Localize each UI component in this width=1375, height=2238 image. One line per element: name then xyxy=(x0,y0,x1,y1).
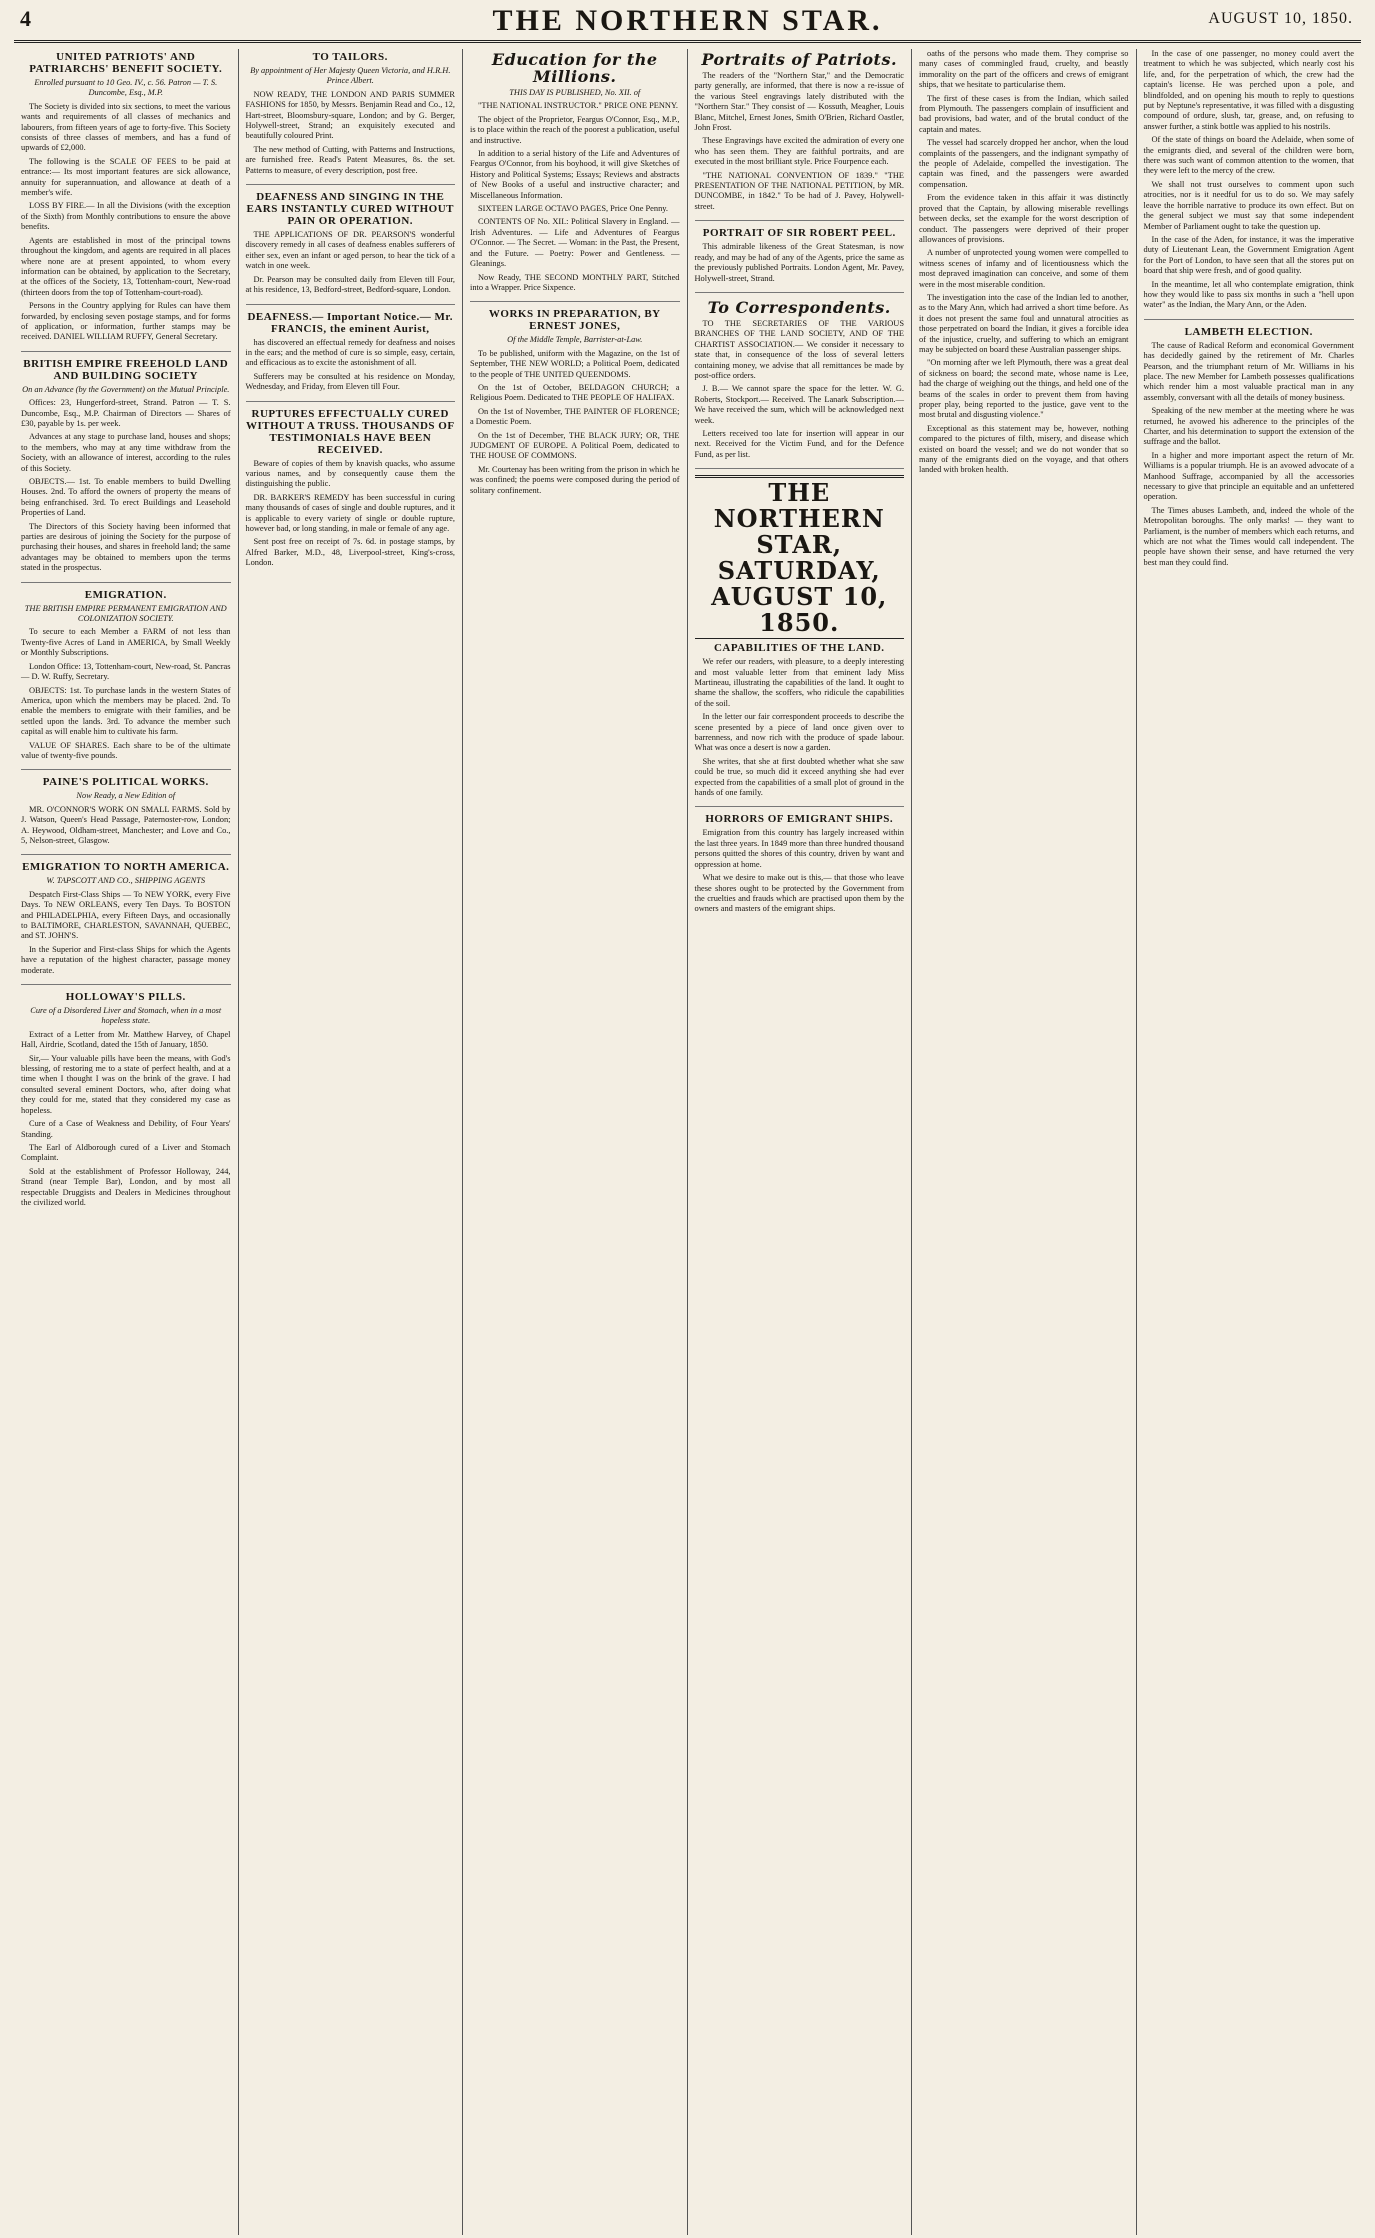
article-paragraph: has discovered an effectual remedy for deafness and noises in the ears; and the method of cure is so simple, easy, certain, and efficacious as to excite the astonishment of all. xyxy=(245,337,455,368)
article xyxy=(695,227,905,293)
article xyxy=(695,813,905,922)
article-paragraph: The vessel had scarcely dropped her anchor, when the loud complaints of the passengers, and the indignant sympathy of the people of Adelaide, compelled the investigation. The captain was fined, and the passengers were awarded compensation. xyxy=(919,138,1129,189)
article-subheading: THIS DAY IS PUBLISHED, No. XII. of xyxy=(509,88,641,97)
article-paragraph: Emigration from this country has largely increased within the last three years. In 1849 more than three hundred thousand persons quitted the shores of this country, driven by want and oppression at home. xyxy=(694,828,904,869)
article-headline: CAPABILITIES OF THE LAND. xyxy=(713,642,885,655)
article-headline: PAINE'S POLITICAL WORKS. xyxy=(42,776,209,789)
article-paragraph: In the meantime, let all who contemplate emigration, think how they would like to pass six months in such a "hell upon water" as the Indian, the Mary Ann, or the Aden. xyxy=(1143,279,1354,310)
article-headline: HOLLOWAY'S PILLS. xyxy=(65,991,186,1004)
article-paragraph: Dr. Pearson may be consulted daily from Eleven till Four, at his residence, 13, Bedford-street, Bedford-square, London. xyxy=(245,274,455,295)
article xyxy=(919,49,1129,484)
article-paragraph: In the Superior and First-class Ships for which the Agents have a reputation of the highest character, passage money moderate. xyxy=(21,944,231,975)
article-paragraph: OBJECTS: 1st. To purchase lands in the western States of America, upon which the members may be placed. 2nd. To enable the members to emigrate with their families, and be settled upon the lands. 3rd. To advance the member such capital as will enable him to cultivate his farm. xyxy=(21,685,231,737)
article-paragraph: On the 1st of November, THE PAINTER OF FLORENCE; a Domestic Poem. xyxy=(470,406,680,427)
article-headline: BRITISH EMPIRE FREEHOLD LAND AND BUILDING SOCIETY xyxy=(23,357,229,382)
article-headline: Portraits of Patriots. xyxy=(701,50,898,69)
article-subheading: Now Ready, a New Edition of xyxy=(76,791,176,801)
article-paragraph: MR. O'CONNOR'S WORK ON SMALL FARMS. Sold by J. Watson, Queen's Head Passage, Paternoster-row, London; A. Heywood, Oldham-street, Manchester; and Love and Co., 5, Nelson-street, Glasgow. xyxy=(21,804,231,845)
article-paragraph: DR. BARKER'S REMEDY has been successful in curing many thousands of cases of single and double ruptures, and it is applicable to every variety of single or double rupture, however bad, or long standing, in male or female of any age. xyxy=(245,492,455,533)
issue-date: AUGUST 10, 1850. xyxy=(1208,10,1353,27)
article-paragraph: The new method of Cutting, with Patterns and Instructions, are furnished free. Read's Patent Measures, 8s. the set. Patterns to measure, of every description, post free. xyxy=(245,144,455,175)
columns-container xyxy=(14,49,1361,2235)
article-paragraph: In the letter our fair correspondent proceeds to describe the scene presented by a piece of land once given over to barrenness, and now rich with the produce of spade labour. What was once a desert is now a garden. xyxy=(694,712,904,753)
article-paragraph: To secure to each Member a FARM of not less than Twenty-five Acres of Land in AMERICA, by Small Weekly or Monthly Subscriptions. xyxy=(21,627,231,658)
article-subheading: W. TAPSCOTT AND CO., SHIPPING AGENTS xyxy=(46,876,206,886)
column-6 xyxy=(1137,49,1362,2235)
article-headline: EMIGRATION. xyxy=(84,588,167,601)
column-2 xyxy=(239,49,464,2235)
article-paragraph: Beware of copies of them by knavish quacks, who assume various names, and by consequently cause them the distinguishing the public. xyxy=(245,458,455,489)
article-paragraph: CONTENTS OF No. XII.: Political Slavery in England. — Irish Adventures. — Life and Adventures of Feargus O'Connor. — The Secret. — Woman: in the Past, the Present, and the Future. — Poetry: Power and Gentleness. — Gleanings. xyxy=(470,217,680,269)
article-paragraph: Persons in the Country applying for Rules can have them forwarded, by enclosing seven postage stamps, and for forms of application, or information, further stamps may be received. DANIEL WILLIAM RUFFY, General Secretary. xyxy=(21,301,231,342)
article xyxy=(21,51,231,352)
article-headline: To Correspondents. xyxy=(707,297,891,317)
article xyxy=(695,299,905,469)
article-headline: WORKS IN PREPARATION, BY ERNEST JONES, xyxy=(488,308,661,333)
article-paragraph: Advances at any stage to purchase land, houses and shops; to the members, who may at any time withdraw from the Society, with an allowance of interest, according to the rules of this Society. xyxy=(21,432,231,473)
article xyxy=(246,191,456,304)
article xyxy=(21,861,231,985)
article-paragraph: On the 1st of December, THE BLACK JURY; OR, THE JUDGMENT OF EUROPE. A Political Poem, dedicated to THE HOUSE OF COMMONS. xyxy=(470,430,680,461)
article-headline: TO TAILORS. xyxy=(312,51,388,63)
article xyxy=(1144,49,1355,320)
column-5 xyxy=(912,49,1137,2235)
article-paragraph: LOSS BY FIRE.— In all the Divisions (with the exception of the Sixth) from Monthly contributions to ensure the above benefits. xyxy=(21,201,231,232)
article-paragraph: From the evidence taken in this affair it was distinctly proved that the Captain, by allowing miserable revellings between decks, set the example for the worst description of conduct. The passengers were deprived of their proper allowances of provisions. xyxy=(919,193,1129,244)
article-paragraph: In a higher and more important aspect the return of Mr. Williams is a popular triumph. He is an avowed advocate of a Manhood Suffrage, accompanied by all the accessories necessary to give that principle an equitable and an unfettered operation. xyxy=(1143,450,1354,502)
article-headline: PORTRAIT OF SIR ROBERT PEEL. xyxy=(702,227,896,240)
article xyxy=(695,51,905,221)
article-paragraph: Sufferers may be consulted at his residence on Monday, Wednesday, and Friday, from Eleven till Four. xyxy=(245,371,455,392)
article-paragraph: "On morning after we left Plymouth, there was a great deal of sickness on board; the second mate, whose name is Lee, had the charge of weighing out the things, and held one of the beams of the scales in order to prevent them from having proper play, being reported to the justice, gave vent to the most brutal and disgusting violence." xyxy=(919,358,1129,420)
article-subheading: THE BRITISH EMPIRE PERMANENT EMIGRATION AND COLONIZATION SOCIETY. xyxy=(24,603,227,624)
article-paragraph: The investigation into the case of the Indian led to another, as to the Mary Ann, which had arrived a short time before. As it does not present the same foul and unnatural atrocities as those perpetrated on board the Indian, it gives a forcible idea of the injustice, cruelty, and suffering to which an emigrant may be subjected on board these Australian passenger ships. xyxy=(919,292,1129,354)
article-paragraph: On the 1st of October, BELDAGON CHURCH; a Religious Poem. Dedicated to THE PEOPLE OF HALIFAX. xyxy=(470,382,680,403)
article-paragraph: We refer our readers, with pleasure, to a deeply interesting and most valuable letter from that eminent lady Miss Martineau, illustrating the capabilities of the land. It ought to shame the shallow, the scoffers, who ridicule the capabilities of the soil. xyxy=(694,657,904,708)
article-paragraph: Letters received too late for insertion will appear in our next. Received for the Victim Fund, and for the Defence Fund, as per list. xyxy=(694,428,904,459)
article-paragraph: Cure of a Case of Weakness and Debility, of Four Years' Standing. xyxy=(21,1119,231,1139)
article-paragraph: Despatch First-Class Ships — To NEW YORK, every Five Days. To NEW ORLEANS, every Ten Days. To BOSTON and PHILADELPHIA, every Fifteen Days, and occasionally to BALTIMORE, CHARLESTON, SAVANNAH, QUEBEC, and ST. JOHN'S. xyxy=(21,889,231,941)
article-paragraph: SIXTEEN LARGE OCTAVO PAGES, Price One Penny. xyxy=(478,204,669,214)
article-paragraph: oaths of the persons who made them. They comprise so many cases of commingled fraud, cruelty, and beastly immorality on the part of the officers and crews of emigrant ships, that we hesitate to particularise them. xyxy=(919,49,1129,90)
article-paragraph: Sir,— Your valuable pills have been the means, with God's blessing, of restoring me to a state of perfect health, and at a time when I thought I was on the brink of the grave. I had consulted several eminent Doctors, who, after doing what they could for me, stated that they considered my case as hopeless. xyxy=(21,1053,231,1115)
article-paragraph: A number of unprotected young women were compelled to witness scenes of infamy and of licentiousness which the most depraved imagination can conceive, and some of them were in the most miserable condition. xyxy=(919,248,1129,289)
article xyxy=(246,51,456,185)
article-headline: RUPTURES EFFECTUALLY CURED WITHOUT A TRUSS. THOUSANDS OF TESTIMONIALS HAVE BEEN RECEIVED. xyxy=(245,407,455,456)
article-paragraph: "THE NATIONAL CONVENTION OF 1839." "THE PRESENTATION OF THE NATIONAL PETITION, by MR. DUNCOMBE, in 1842." To be had of J. Pavey, Holywell-street. xyxy=(694,170,904,211)
article-paragraph: The object of the Proprietor, Feargus O'Connor, Esq., M.P., is to place within the reach of the poorest a publication, useful and instructive. xyxy=(470,114,680,145)
article-headline: DEAFNESS AND SINGING IN THE EARS INSTANTLY CURED WITHOUT PAIN OR OPERATION. xyxy=(246,191,454,228)
article-subheading: By appointment of Her Majesty Queen Victoria, and H.R.H. Prince Albert. xyxy=(250,66,451,86)
article-paragraph: J. B.— We cannot spare the space for the letter. W. G. Roberts, Stockport.— Received. The Lanark Subscription.— We have received the sum, which will be acknowledged next week. xyxy=(694,384,904,425)
article-paragraph: She writes, that she at first doubted whether what she saw could be true, so much did it exceed anything she had ever expected from the capabilities of a small plot of ground in the hands of one family. xyxy=(694,756,904,798)
article-paragraph: OBJECTS.— 1st. To enable members to build Dwelling Houses. 2nd. To afford the owners of property the means of being enfranchised. 3rd. To erect Buildings and Leasehold Properties of Land. xyxy=(21,477,231,518)
article xyxy=(695,642,905,807)
newspaper-title: THE NORTHERN STAR. xyxy=(492,4,883,37)
editorial-masthead-title: THE NORTHERN STAR, SATURDAY, AUGUST 10, 1850. xyxy=(711,478,888,638)
article-paragraph: The cause of Radical Reform and economical Government has decidedly gained by the retirement of Mr. Charles Pearson, and the triumphant return of Mr. Williams in his place. The new Member for Lambeth possesses qualifications which render him a most valuable practical man in any assembly, conversant with all the details of money business. xyxy=(1143,340,1354,402)
page-number: 4 xyxy=(20,6,31,31)
article-paragraph: London Office: 13, Tottenham-court, New-road, St. Pancras — D. W. Ruffy, Secretary. xyxy=(21,661,231,682)
article-paragraph: To be published, uniform with the Magazine, on the 1st of September, THE NEW WORLD; a Political Poem, dedicated to the people of THE UNITED QUEENDOMS. xyxy=(470,348,680,379)
article xyxy=(21,776,231,855)
article-subheading: Cure of a Disordered Liver and Stomach, when in a most hopeless state. xyxy=(30,1006,222,1026)
article-subheading: Enrolled pursuant to 10 Geo. IV., c. 56. Patron — T. S. Duncombe, Esq., M.P. xyxy=(34,78,218,98)
article-paragraph: Sent post free on receipt of 7s. 6d. in postage stamps, by Alfred Barker, M.D., 48, Liverpool-street, King's-cross, London. xyxy=(245,537,455,568)
article-paragraph: TO THE SECRETARIES OF THE VARIOUS BRANCHES OF THE LAND SOCIETY, AND OF THE CHARTIST ASSOCIATION.— We consider it necessary to state that, in consequence of the loss of several letters containing money, we advise that all remittances be made by post-office orders. xyxy=(694,318,904,380)
article xyxy=(21,991,231,1216)
article-paragraph: NOW READY, THE LONDON AND PARIS SUMMER FASHIONS for 1850, by Messrs. Benjamin Read and Co., 12, Hart-street, Bloomsbury-square, London; and by G. Berger, Holywell-street, Strand; an exquisitely executed and beautifully coloured Print. xyxy=(245,89,455,141)
article-paragraph: What we desire to make out is this,— that those who leave these shores ought to be protected by the Government from the cruelties and frauds which are practised upon them by the owners and masters of the emigrant ships. xyxy=(694,873,904,914)
article-headline: HORRORS OF EMIGRANT SHIPS. xyxy=(705,813,894,826)
article-paragraph: Exceptional as this statement may be, however, nothing compared to the pictures of filth, misery, and disease which existed on board the vessel; and we do not wonder that so many of the emigrants died on the voyage, and that others landed with broken health. xyxy=(919,423,1129,475)
article-headline: EMIGRATION TO NORTH AMERICA. xyxy=(22,861,230,874)
article-paragraph: The readers of the "Northern Star," and the Democratic party generally, are informed, that there is now a re-issue of the various Steel engravings lately distributed with the "Northern Star." They consist of — Kossuth, Meagher, Louis Blanc, Mitchel, Ernest Jones, Smith O'Brien, Richard Oastler, John Frost. xyxy=(694,71,904,133)
article xyxy=(470,308,680,504)
article-paragraph: Mr. Courtenay has been writing from the prison in which he was confined; the poems were composed during the period of solitary confinement. xyxy=(470,464,680,495)
article xyxy=(246,408,456,577)
masthead xyxy=(14,0,1361,43)
article xyxy=(470,51,680,302)
article-paragraph: The following is the SCALE OF FEES to be paid at entrance:— Its most important features are sick allowance, annuity for superannuation, and allowance at death of a member's wife. xyxy=(21,156,231,198)
article xyxy=(21,589,231,771)
article-paragraph: Agents are established in most of the principal towns throughout the kingdom, and agents are required in all places where none are at present appointed, to whom every information can be obtained, by application to the Secretary, at the offices of the Society, 13, Tottenham-court, New-road (thirteen doors from the top of Tottenham-court-road). xyxy=(21,235,231,297)
column-4 xyxy=(688,49,913,2235)
article-paragraph: The first of these cases is from the Indian, which sailed from Plymouth. The passengers complain of insufficient and bad provisions, bad water, and of the brutal conduct of the captain and mates. xyxy=(919,93,1129,134)
article-paragraph: The Times abuses Lambeth, and, indeed the whole of the Metropolitan boroughs. The only marks! — they want to Parliament, is the number of members which each returns, and which are not what the Times would call independent. The people have shown their sense, and have returned the very best man they could find. xyxy=(1143,505,1354,567)
article-paragraph: Speaking of the new member at the meeting where he was returned, he avowed his adherence to the principles of the Charter, and his determination to support the extension of the suffrage and the ballot. xyxy=(1143,406,1354,447)
article-paragraph: VALUE OF SHARES. Each share to be of the ultimate value of twenty-five pounds. xyxy=(21,740,231,760)
article-headline: UNITED PATRIOTS' AND PATRIARCHS' BENEFIT SOCIETY. xyxy=(29,51,223,75)
article-paragraph: In the case of one passenger, no money could avert the treatment to which he was subjected, which nearly cost his life, and, for the perpetration of which, the crew had the captain's license. He was perched upon a pole, and blindfolded, and on opening his mouth to reply to questions put by Neptune's representative, it was filled with a disgusting compound of ordure, slush, tar, grease, and, on refusing to answer further, a stink bottle was applied to his nostrils. xyxy=(1143,49,1354,131)
article-paragraph: In the case of the Aden, for instance, it was the imperative duty of Lieutenant Lean, the Government Emigration Agent for the Port of London, to have seen that all the stores put on board that ship were fresh, and of good quality. xyxy=(1143,234,1354,276)
article-paragraph: Extract of a Letter from Mr. Matthew Harvey, of Chapel Hall, Airdrie, Scotland, dated the 15th of January, 1850. xyxy=(21,1029,231,1050)
article-headline: DEAFNESS.— Important Notice.— Mr. FRANCIS, the eminent Aurist, xyxy=(247,310,454,335)
article-headline: Education for the Millions. xyxy=(491,50,658,86)
article-headline: LAMBETH ELECTION. xyxy=(1184,325,1313,338)
column-3 xyxy=(463,49,688,2235)
article-paragraph: Of the state of things on board the Adelaide, when some of the emigrants died, and several of the children were born, there was such want of common attention to the women, that they were left to the mercy of the crew. xyxy=(1143,135,1354,176)
article xyxy=(1144,326,1355,577)
column-1 xyxy=(14,49,239,2235)
article-paragraph: We shall not trust ourselves to comment upon such atrocities, nor is it needful for us to do so. We may safely leave the horrible narrative to produce its own effect. But on the general subject we must say that some independent Member of Parliament ought to take the question up. xyxy=(1143,179,1354,231)
editorial-masthead xyxy=(695,475,905,639)
article-paragraph: "THE NATIONAL INSTRUCTOR." PRICE ONE PENNY. xyxy=(478,101,679,111)
article-paragraph: The Society is divided into six sections, to meet the various wants and requirements of all classes of mechanics and labourers, from fifteen years of age to forty-five. This Society consists of three classes of members, and has a fund of upwards of £2,000. xyxy=(21,101,231,153)
article-paragraph: The Earl of Aldborough cured of a Liver and Stomach Complaint. xyxy=(21,1142,231,1163)
article-subheading: On an Advance (by the Government) on the Mutual Principle. xyxy=(22,384,230,394)
article-subheading: Of the Middle Temple, Barrister-at-Law. xyxy=(507,335,643,345)
article xyxy=(246,311,456,402)
article-paragraph: In addition to a serial history of the Life and Adventures of Feargus O'Connor, from his boyhood, it will give Sketches of History and Political Systems; Essays; Reviews and abstracts of New Books of a useful and instructive character; and Miscellaneous Information. xyxy=(470,149,680,200)
article-paragraph: These Engravings have excited the admiration of every one who has seen them. They are faithful portraits, and are executed in the most brilliant style. Price Fourpence each. xyxy=(694,136,904,167)
article xyxy=(21,358,231,583)
article-paragraph: THE APPLICATIONS OF DR. PEARSON'S wonderful discovery remedy in all cases of deafness enables sufferers of either sex, even an infant or aged person, to hear the tick of a watch in one week. xyxy=(245,230,455,271)
article-paragraph: The Directors of this Society having been informed that parties are desirous of joining the Society for the purpose of purchasing their houses, and shares in freehold land; the same advantages may be obtained to members upon the terms stated in the prospectus. xyxy=(21,521,231,573)
article-paragraph: This admirable likeness of the Great Statesman, is now ready, and may be had of any of the Agents, price the same as the previously published Portraits. London Agent, Mr. Pavey, Holywell-street, Strand. xyxy=(694,242,904,283)
article-paragraph: Offices: 23, Hungerford-street, Strand. Patron — T. S. Duncombe, Esq., M.P. Chairman of Directors — Shares of £30, payable by 1s. per week. xyxy=(21,398,231,428)
article-paragraph: Now Ready, THE SECOND MONTHLY PART, Stitched into a Wrapper. Price Sixpence. xyxy=(470,272,680,292)
article-paragraph: Sold at the establishment of Professor Holloway, 244, Strand (near Temple Bar), London, and by most all respectable Druggists and Dealers in Medicines throughout the civilized world. xyxy=(21,1166,231,1207)
